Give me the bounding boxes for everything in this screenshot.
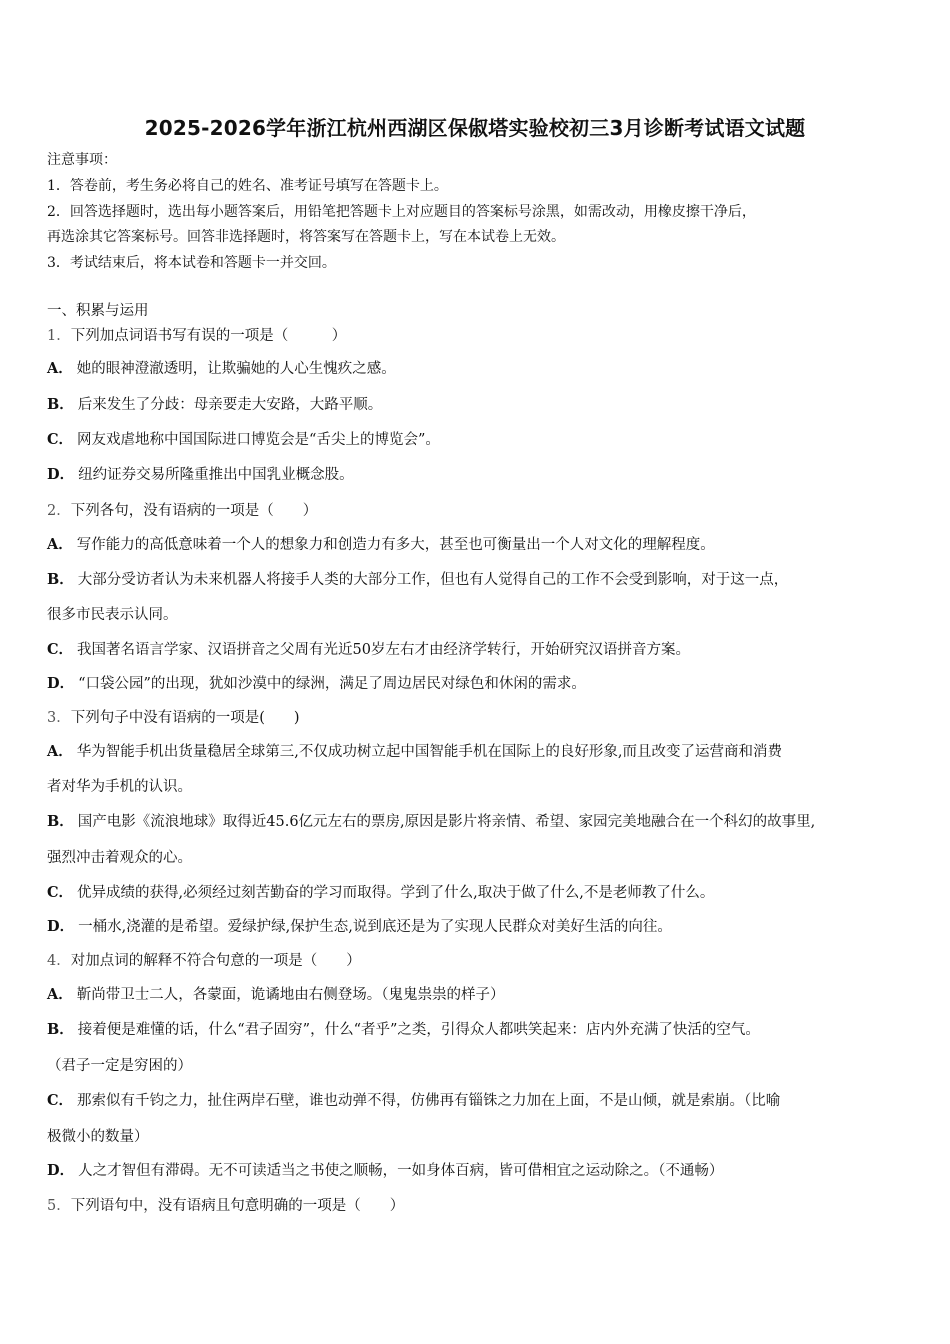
question-text: 下列语句中，没有语病且句意明确的一项是（ ） (70, 1198, 405, 1214)
option-text: “口袋公园”的出现，犹如沙漠中的绿洲，满足了周边居民对绿色和休闲的需求。 (78, 676, 586, 692)
question-1-stem (47, 326, 346, 346)
option-text: 靳尚带卫士二人，各蒙面，诡谲地由右侧登场。（鬼鬼祟祟的样子） (76, 987, 505, 1003)
question-2-option-b-cont: 很多市民表示认同。 (47, 607, 178, 623)
option-label: A． (47, 536, 73, 553)
question-4-stem (47, 951, 361, 971)
option-label: B． (47, 571, 74, 588)
note-item-1: 1．答卷前，考生务必将自己的姓名、准考证号填写在答题卡上。 (47, 178, 448, 194)
option-label: D． (47, 1162, 75, 1179)
question-text: 下列各句，没有语病的一项是（ ） (70, 503, 318, 519)
option-label: C． (47, 431, 74, 448)
question-number: 1． (47, 328, 71, 344)
question-4-option-c-cont: 极微小的数量） (47, 1129, 149, 1145)
question-2-option-a[interactable] (47, 535, 715, 555)
question-4-option-c[interactable] (47, 1091, 780, 1111)
question-2-option-b[interactable] (47, 570, 788, 590)
question-number: 5． (47, 1198, 71, 1214)
option-text: 网友戏虐地称中国国际进口博览会是“舌尖上的博览会”。 (77, 432, 440, 448)
question-2-option-c[interactable] (47, 640, 690, 660)
option-text: 后来发生了分歧：母亲要走大安路，大路平顺。 (77, 397, 383, 413)
option-text: 优异成绩的获得,必须经过刻苦勤奋的学习而取得。学到了什么,取决于做了什么,不是老师教了什么。 (77, 885, 715, 901)
note-item-2-cont: 再选涂其它答案标号。回答非选择题时，将答案写在答题卡上，写在本试卷上无效。 (47, 229, 565, 245)
option-text: 我国著名语言学家、汉语拼音之父周有光近50岁左右才由经济学转行，开始研究汉语拼音方案。 (77, 642, 690, 658)
option-text: 大部分受访者认为未来机器人将接手人类的大部分工作，但也有人觉得自己的工作不会受到影响，对于这一点， (77, 572, 789, 588)
option-label: C． (47, 641, 74, 658)
question-3-option-a[interactable] (47, 742, 782, 762)
note-item-2: 2．回答选择题时，选出每小题答案后，用铅笔把答题卡上对应题目的答案标号涂黑，如需改动，用橡皮擦干净后， (47, 204, 756, 220)
question-number: 4． (47, 953, 71, 969)
question-2-option-d[interactable] (47, 674, 586, 694)
option-label: C． (47, 1092, 74, 1109)
question-1-option-b[interactable] (47, 395, 382, 415)
question-3-option-b-cont: 强烈冲击着观众的心。 (47, 850, 192, 866)
question-3-option-b[interactable] (47, 812, 815, 832)
question-4-option-a[interactable] (47, 985, 505, 1005)
section-heading: 一、积累与运用 (47, 303, 149, 319)
page-title: 2025-2026学年浙江杭州西湖区保俶塔实验校初三3月诊断考试语文试题 (144, 116, 806, 140)
option-text: 接着便是难懂的话，什么“君子固穷”，什么“者乎”之类，引得众人都哄笑起来：店内外充满了快活的空气。 (77, 1022, 760, 1038)
option-label: D． (47, 918, 75, 935)
option-label: D． (47, 466, 75, 483)
option-label: C． (47, 884, 74, 901)
option-text: 人之才智但有滞碍。无不可读适当之书使之顺畅，一如身体百病，皆可借相宜之运动除之。（不通畅） (78, 1163, 724, 1179)
question-4-option-b-cont: （君子一定是穷困的） (47, 1058, 192, 1074)
question-1-option-a[interactable] (47, 359, 396, 379)
option-label: A． (47, 743, 73, 760)
question-1-option-c[interactable] (47, 430, 440, 450)
question-2-stem (47, 501, 317, 521)
option-text: 那索似有千钧之力，扯住两岸石壁，谁也动弹不得，仿佛再有锱铢之力加在上面，不是山倾，就是索崩。（比喻 (77, 1093, 781, 1109)
question-1-option-d[interactable] (47, 465, 354, 485)
question-text: 下列句子中没有语病的一项是( ) (70, 710, 300, 726)
question-text: 下列加点词语书写有误的一项是（ ） (70, 328, 347, 344)
option-label: D． (47, 675, 75, 692)
question-text: 对加点词的解释不符合句意的一项是（ ） (70, 953, 361, 969)
question-3-option-d[interactable] (47, 917, 672, 937)
option-text: 写作能力的高低意味着一个人的想象力和创造力有多大，甚至也可衡量出一个人对文化的理解程度。 (76, 537, 715, 553)
option-label: B． (47, 396, 74, 413)
option-text: 国产电影《流浪地球》取得近45.6亿元左右的票房,原因是影片将亲情、希望、家园完美地融合在一个科幻的故事里, (77, 814, 816, 830)
question-3-stem (47, 708, 300, 728)
option-text: 一桶水,浇灌的是希望。爱绿护绿,保护生态,说到底还是为了实现人民群众对美好生活的向往。 (78, 919, 672, 935)
option-text: 纽约证券交易所隆重推出中国乳业概念股。 (78, 467, 354, 483)
option-label: B． (47, 1021, 74, 1038)
question-4-option-b[interactable] (47, 1020, 760, 1040)
question-number: 3． (47, 710, 71, 726)
question-3-option-c[interactable] (47, 883, 714, 903)
option-text: 华为智能手机出货量稳居全球第三,不仅成功树立起中国智能手机在国际上的良好形象,而且改变了运营商和消费 (76, 744, 782, 760)
option-label: B． (47, 813, 74, 830)
question-4-option-d[interactable] (47, 1161, 723, 1181)
question-number: 2． (47, 503, 71, 519)
notes-heading: 注意事项： (47, 152, 117, 168)
note-item-3: 3．考试结束后，将本试卷和答题卡一并交回。 (47, 255, 336, 271)
question-3-option-a-cont: 者对华为手机的认识。 (47, 779, 192, 795)
option-label: A． (47, 360, 73, 377)
question-5-stem (47, 1196, 404, 1216)
option-label: A． (47, 986, 73, 1003)
option-text: 她的眼神澄澈透明，让欺骗她的人心生愧疚之感。 (76, 361, 396, 377)
